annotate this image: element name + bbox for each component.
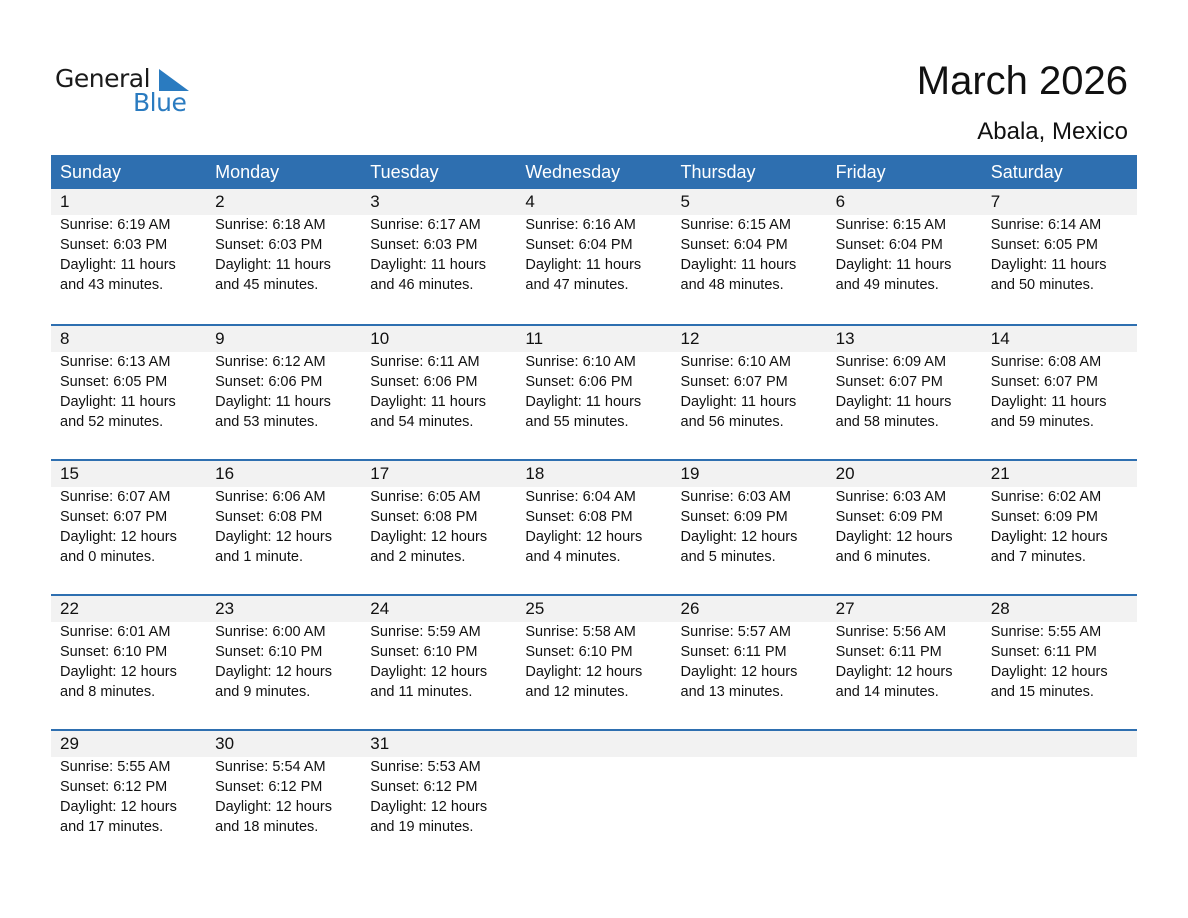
sunset-text: Sunset: 6:09 PM [835, 509, 943, 525]
daylight-minutes-text: and 4 minutes. [525, 549, 621, 565]
sunrise-text: Sunrise: 5:56 AM [835, 624, 947, 640]
sunset-text: Sunset: 6:12 PM [370, 779, 478, 795]
daylight-text: Daylight: 11 hours [525, 394, 642, 410]
day-number: 3 [370, 192, 380, 211]
day-cell [516, 596, 671, 702]
day-number: 27 [835, 599, 855, 618]
weekday-friday: Friday [835, 162, 886, 182]
day-cell [361, 461, 516, 567]
day-number: 20 [835, 464, 855, 483]
day-number: 23 [215, 599, 235, 618]
day-number: 11 [525, 329, 544, 348]
daylight-minutes-text: and 56 minutes. [680, 414, 784, 430]
day-cell [827, 596, 982, 702]
sunrise-text: Sunrise: 6:08 AM [990, 354, 1102, 370]
weekday-wednesday: Wednesday [525, 162, 621, 182]
daylight-minutes-text: and 50 minutes. [990, 277, 1094, 293]
day-number: 7 [990, 192, 1001, 211]
week-row [51, 459, 1137, 594]
day-cell [51, 731, 206, 837]
empty-day-cell [982, 731, 1137, 837]
day-number: 8 [60, 329, 70, 348]
sunrise-text: Sunrise: 6:15 AM [835, 217, 947, 233]
sunset-text: Sunset: 6:07 PM [60, 509, 168, 525]
sunset-text: Sunset: 6:11 PM [990, 644, 1097, 660]
day-cell [672, 596, 827, 702]
daylight-text: Daylight: 12 hours [215, 799, 332, 815]
sunrise-text: Sunrise: 6:01 AM [60, 624, 171, 640]
daylight-minutes-text: and 59 minutes. [990, 414, 1094, 430]
week-row [51, 189, 1137, 324]
daylight-text: Daylight: 12 hours [835, 664, 953, 680]
sunset-text: Sunset: 6:10 PM [525, 644, 633, 660]
daylight-minutes-text: and 58 minutes. [835, 414, 939, 430]
daylight-minutes-text: and 18 minutes. [215, 819, 319, 835]
sunset-text: Sunset: 6:06 PM [215, 374, 323, 390]
day-number [991, 731, 1137, 757]
sunrise-text: Sunrise: 6:16 AM [525, 217, 636, 233]
day-number: 13 [835, 329, 855, 348]
day-number: 15 [60, 464, 79, 483]
sunset-text: Sunset: 6:11 PM [680, 644, 787, 660]
daylight-minutes-text: and 43 minutes. [60, 277, 164, 293]
day-number: 4 [525, 192, 535, 211]
daylight-text: Daylight: 11 hours [680, 257, 797, 273]
daylight-text: Daylight: 11 hours [215, 257, 331, 273]
day-cell [982, 596, 1137, 702]
daylight-minutes-text: and 17 minutes. [60, 819, 164, 835]
day-cell [51, 596, 206, 702]
daylight-text: Daylight: 11 hours [835, 257, 952, 273]
day-number: 30 [215, 734, 235, 753]
week-cells [51, 596, 1137, 702]
sunset-text: Sunset: 6:06 PM [525, 374, 633, 390]
day-number [836, 731, 982, 757]
day-cell [206, 596, 361, 702]
day-cell [672, 326, 827, 432]
day-cell [361, 189, 516, 295]
daylight-text: Daylight: 12 hours [370, 529, 488, 545]
sunrise-text: Sunrise: 5:54 AM [215, 759, 326, 775]
daylight-text: Daylight: 11 hours [680, 394, 797, 410]
daylight-text: Daylight: 12 hours [680, 529, 798, 545]
day-number: 16 [215, 464, 235, 483]
weekday-sunday: Sunday [60, 162, 122, 182]
sunset-text: Sunset: 6:04 PM [835, 237, 943, 253]
daylight-text: Daylight: 12 hours [835, 529, 953, 545]
weekday-header [51, 155, 1137, 189]
sunset-text: Sunset: 6:05 PM [60, 374, 168, 390]
daylight-text: Daylight: 11 hours [60, 257, 176, 273]
week-row [51, 594, 1137, 729]
sunrise-text: Sunrise: 6:05 AM [370, 489, 481, 505]
daylight-text: Daylight: 11 hours [835, 394, 952, 410]
day-cell [206, 189, 361, 295]
daylight-minutes-text: and 47 minutes. [525, 277, 629, 293]
sunrise-text: Sunrise: 6:02 AM [990, 489, 1102, 505]
daylight-text: Daylight: 12 hours [60, 799, 177, 815]
sunset-text: Sunset: 6:04 PM [525, 237, 633, 253]
sunset-text: Sunset: 6:09 PM [680, 509, 788, 525]
day-cell [51, 189, 206, 295]
day-number [681, 731, 827, 757]
week-row [51, 729, 1137, 864]
sunrise-text: Sunrise: 5:55 AM [990, 624, 1102, 640]
daylight-text: Daylight: 11 hours [990, 394, 1107, 410]
sunrise-text: Sunrise: 6:10 AM [525, 354, 636, 370]
sunrise-text: Sunrise: 6:14 AM [990, 217, 1102, 233]
day-number: 9 [215, 329, 225, 348]
daylight-minutes-text: and 2 minutes. [370, 549, 466, 565]
sunset-text: Sunset: 6:08 PM [370, 509, 478, 525]
sunset-text: Sunset: 6:08 PM [215, 509, 323, 525]
daylight-minutes-text: and 54 minutes. [370, 414, 474, 430]
daylight-text: Daylight: 11 hours [990, 257, 1107, 273]
day-cell [672, 189, 827, 295]
daylight-text: Daylight: 12 hours [680, 664, 798, 680]
daylight-text: Daylight: 12 hours [60, 529, 177, 545]
daylight-text: Daylight: 12 hours [215, 664, 332, 680]
day-cell [206, 731, 361, 837]
sunset-text: Sunset: 6:03 PM [370, 237, 478, 253]
sunrise-text: Sunrise: 6:11 AM [370, 354, 480, 370]
sunrise-text: Sunrise: 5:55 AM [60, 759, 171, 775]
day-cell [361, 731, 516, 837]
daylight-minutes-text: and 52 minutes. [60, 414, 164, 430]
day-number: 10 [370, 329, 390, 348]
sunrise-text: Sunrise: 6:03 AM [835, 489, 947, 505]
daylight-text: Daylight: 12 hours [990, 529, 1108, 545]
week-cells [51, 461, 1137, 567]
empty-day-cell [672, 731, 827, 837]
day-cell [827, 461, 982, 567]
week-cells [51, 326, 1137, 432]
day-cell [982, 326, 1137, 432]
sunrise-text: Sunrise: 6:10 AM [680, 354, 791, 370]
daylight-text: Daylight: 11 hours [215, 394, 331, 410]
daylight-text: Daylight: 11 hours [60, 394, 176, 410]
day-cell [51, 461, 206, 567]
weekday-tuesday: Tuesday [370, 162, 439, 182]
day-number: 24 [370, 599, 390, 618]
sunrise-text: Sunrise: 6:07 AM [60, 489, 171, 505]
day-number: 6 [835, 192, 846, 211]
location-label: Abala, Mexico [977, 118, 1128, 145]
day-number: 22 [60, 599, 79, 618]
logo-word-blue: Blue [133, 88, 187, 117]
sunset-text: Sunset: 6:10 PM [215, 644, 323, 660]
day-number: 29 [60, 734, 79, 753]
daylight-text: Daylight: 12 hours [525, 529, 643, 545]
sunrise-text: Sunrise: 6:00 AM [215, 624, 326, 640]
sunset-text: Sunset: 6:10 PM [370, 644, 478, 660]
day-number: 19 [680, 464, 700, 483]
day-cell [516, 326, 671, 432]
sunset-text: Sunset: 6:09 PM [990, 509, 1098, 525]
day-cell [516, 189, 671, 295]
day-number: 12 [680, 329, 700, 348]
day-number: 21 [990, 464, 1010, 483]
day-number: 25 [525, 599, 545, 618]
day-cell [51, 326, 206, 432]
day-cell [206, 326, 361, 432]
sunrise-text: Sunrise: 6:03 AM [680, 489, 791, 505]
daylight-minutes-text: and 19 minutes. [370, 819, 474, 835]
sunset-text: Sunset: 6:10 PM [60, 644, 168, 660]
sunset-text: Sunset: 6:12 PM [60, 779, 168, 795]
daylight-minutes-text: and 13 minutes. [680, 684, 784, 700]
daylight-text: Daylight: 12 hours [60, 664, 177, 680]
daylight-minutes-text: and 7 minutes. [990, 549, 1086, 565]
sunrise-text: Sunrise: 6:13 AM [60, 354, 171, 370]
sunrise-text: Sunrise: 6:06 AM [215, 489, 326, 505]
day-number: 1 [60, 192, 70, 211]
empty-day-cell [516, 731, 671, 837]
week-cells [51, 189, 1137, 295]
sunrise-text: Sunrise: 6:04 AM [525, 489, 636, 505]
daylight-minutes-text: and 0 minutes. [60, 549, 156, 565]
sunrise-text: Sunrise: 5:58 AM [525, 624, 636, 640]
day-number: 31 [370, 734, 390, 753]
day-number: 2 [215, 192, 225, 211]
daylight-text: Daylight: 11 hours [370, 394, 487, 410]
sunset-text: Sunset: 6:03 PM [215, 237, 323, 253]
sunrise-text: Sunrise: 6:17 AM [370, 217, 481, 233]
sunset-text: Sunset: 6:08 PM [525, 509, 633, 525]
page-title: March 2026 [916, 59, 1128, 103]
daylight-text: Daylight: 12 hours [215, 529, 332, 545]
day-cell [982, 189, 1137, 295]
daylight-text: Daylight: 11 hours [370, 257, 487, 273]
day-cell [672, 461, 827, 567]
daylight-minutes-text: and 49 minutes. [835, 277, 939, 293]
daylight-text: Daylight: 11 hours [525, 257, 642, 273]
sunrise-text: Sunrise: 6:18 AM [215, 217, 326, 233]
day-cell [206, 461, 361, 567]
logo-word-general: General [55, 64, 151, 93]
week-cells [51, 731, 1137, 837]
sunset-text: Sunset: 6:12 PM [215, 779, 323, 795]
day-cell [982, 461, 1137, 567]
day-cell [827, 326, 982, 432]
day-number: 28 [990, 599, 1010, 618]
daylight-minutes-text: and 15 minutes. [990, 684, 1094, 700]
sunrise-text: Sunrise: 6:15 AM [680, 217, 791, 233]
logo [55, 64, 205, 124]
sunset-text: Sunset: 6:07 PM [835, 374, 943, 390]
day-number: 5 [680, 192, 690, 211]
weekday-thursday: Thursday [680, 162, 756, 182]
day-number: 26 [680, 599, 700, 618]
daylight-minutes-text: and 1 minute. [215, 549, 303, 565]
sunrise-text: Sunrise: 5:57 AM [680, 624, 791, 640]
sunrise-text: Sunrise: 6:19 AM [60, 217, 171, 233]
sunrise-text: Sunrise: 6:12 AM [215, 354, 326, 370]
daylight-minutes-text: and 5 minutes. [680, 549, 776, 565]
empty-day-cell [827, 731, 982, 837]
day-number: 18 [525, 464, 545, 483]
daylight-minutes-text: and 55 minutes. [525, 414, 629, 430]
daylight-minutes-text: and 12 minutes. [525, 684, 629, 700]
weeks-container [51, 189, 1137, 864]
daylight-text: Daylight: 12 hours [525, 664, 643, 680]
sunset-text: Sunset: 6:04 PM [680, 237, 788, 253]
sunrise-text: Sunrise: 5:59 AM [370, 624, 481, 640]
daylight-minutes-text: and 9 minutes. [215, 684, 311, 700]
day-cell [827, 189, 982, 295]
daylight-text: Daylight: 12 hours [370, 664, 488, 680]
daylight-minutes-text: and 53 minutes. [215, 414, 319, 430]
daylight-minutes-text: and 48 minutes. [680, 277, 784, 293]
weekday-monday: Monday [215, 162, 280, 182]
day-number [525, 731, 671, 757]
sunset-text: Sunset: 6:03 PM [60, 237, 168, 253]
daylight-minutes-text: and 45 minutes. [215, 277, 319, 293]
day-cell [361, 326, 516, 432]
week-row [51, 324, 1137, 459]
day-cell [361, 596, 516, 702]
sunset-text: Sunset: 6:11 PM [835, 644, 942, 660]
sunset-text: Sunset: 6:06 PM [370, 374, 478, 390]
daylight-minutes-text: and 46 minutes. [370, 277, 474, 293]
sunset-text: Sunset: 6:07 PM [990, 374, 1098, 390]
daylight-text: Daylight: 12 hours [370, 799, 488, 815]
day-cell [516, 461, 671, 567]
sunset-text: Sunset: 6:07 PM [680, 374, 788, 390]
daylight-minutes-text: and 11 minutes. [370, 684, 473, 700]
daylight-minutes-text: and 14 minutes. [835, 684, 939, 700]
daylight-minutes-text: and 8 minutes. [60, 684, 156, 700]
daylight-minutes-text: and 6 minutes. [835, 549, 931, 565]
day-number: 17 [370, 464, 390, 483]
sunrise-text: Sunrise: 5:53 AM [370, 759, 481, 775]
daylight-text: Daylight: 12 hours [990, 664, 1108, 680]
sunrise-text: Sunrise: 6:09 AM [835, 354, 947, 370]
sunset-text: Sunset: 6:05 PM [990, 237, 1098, 253]
weekday-saturday: Saturday [990, 162, 1063, 182]
day-number: 14 [990, 329, 1010, 348]
calendar-grid [51, 155, 1137, 864]
